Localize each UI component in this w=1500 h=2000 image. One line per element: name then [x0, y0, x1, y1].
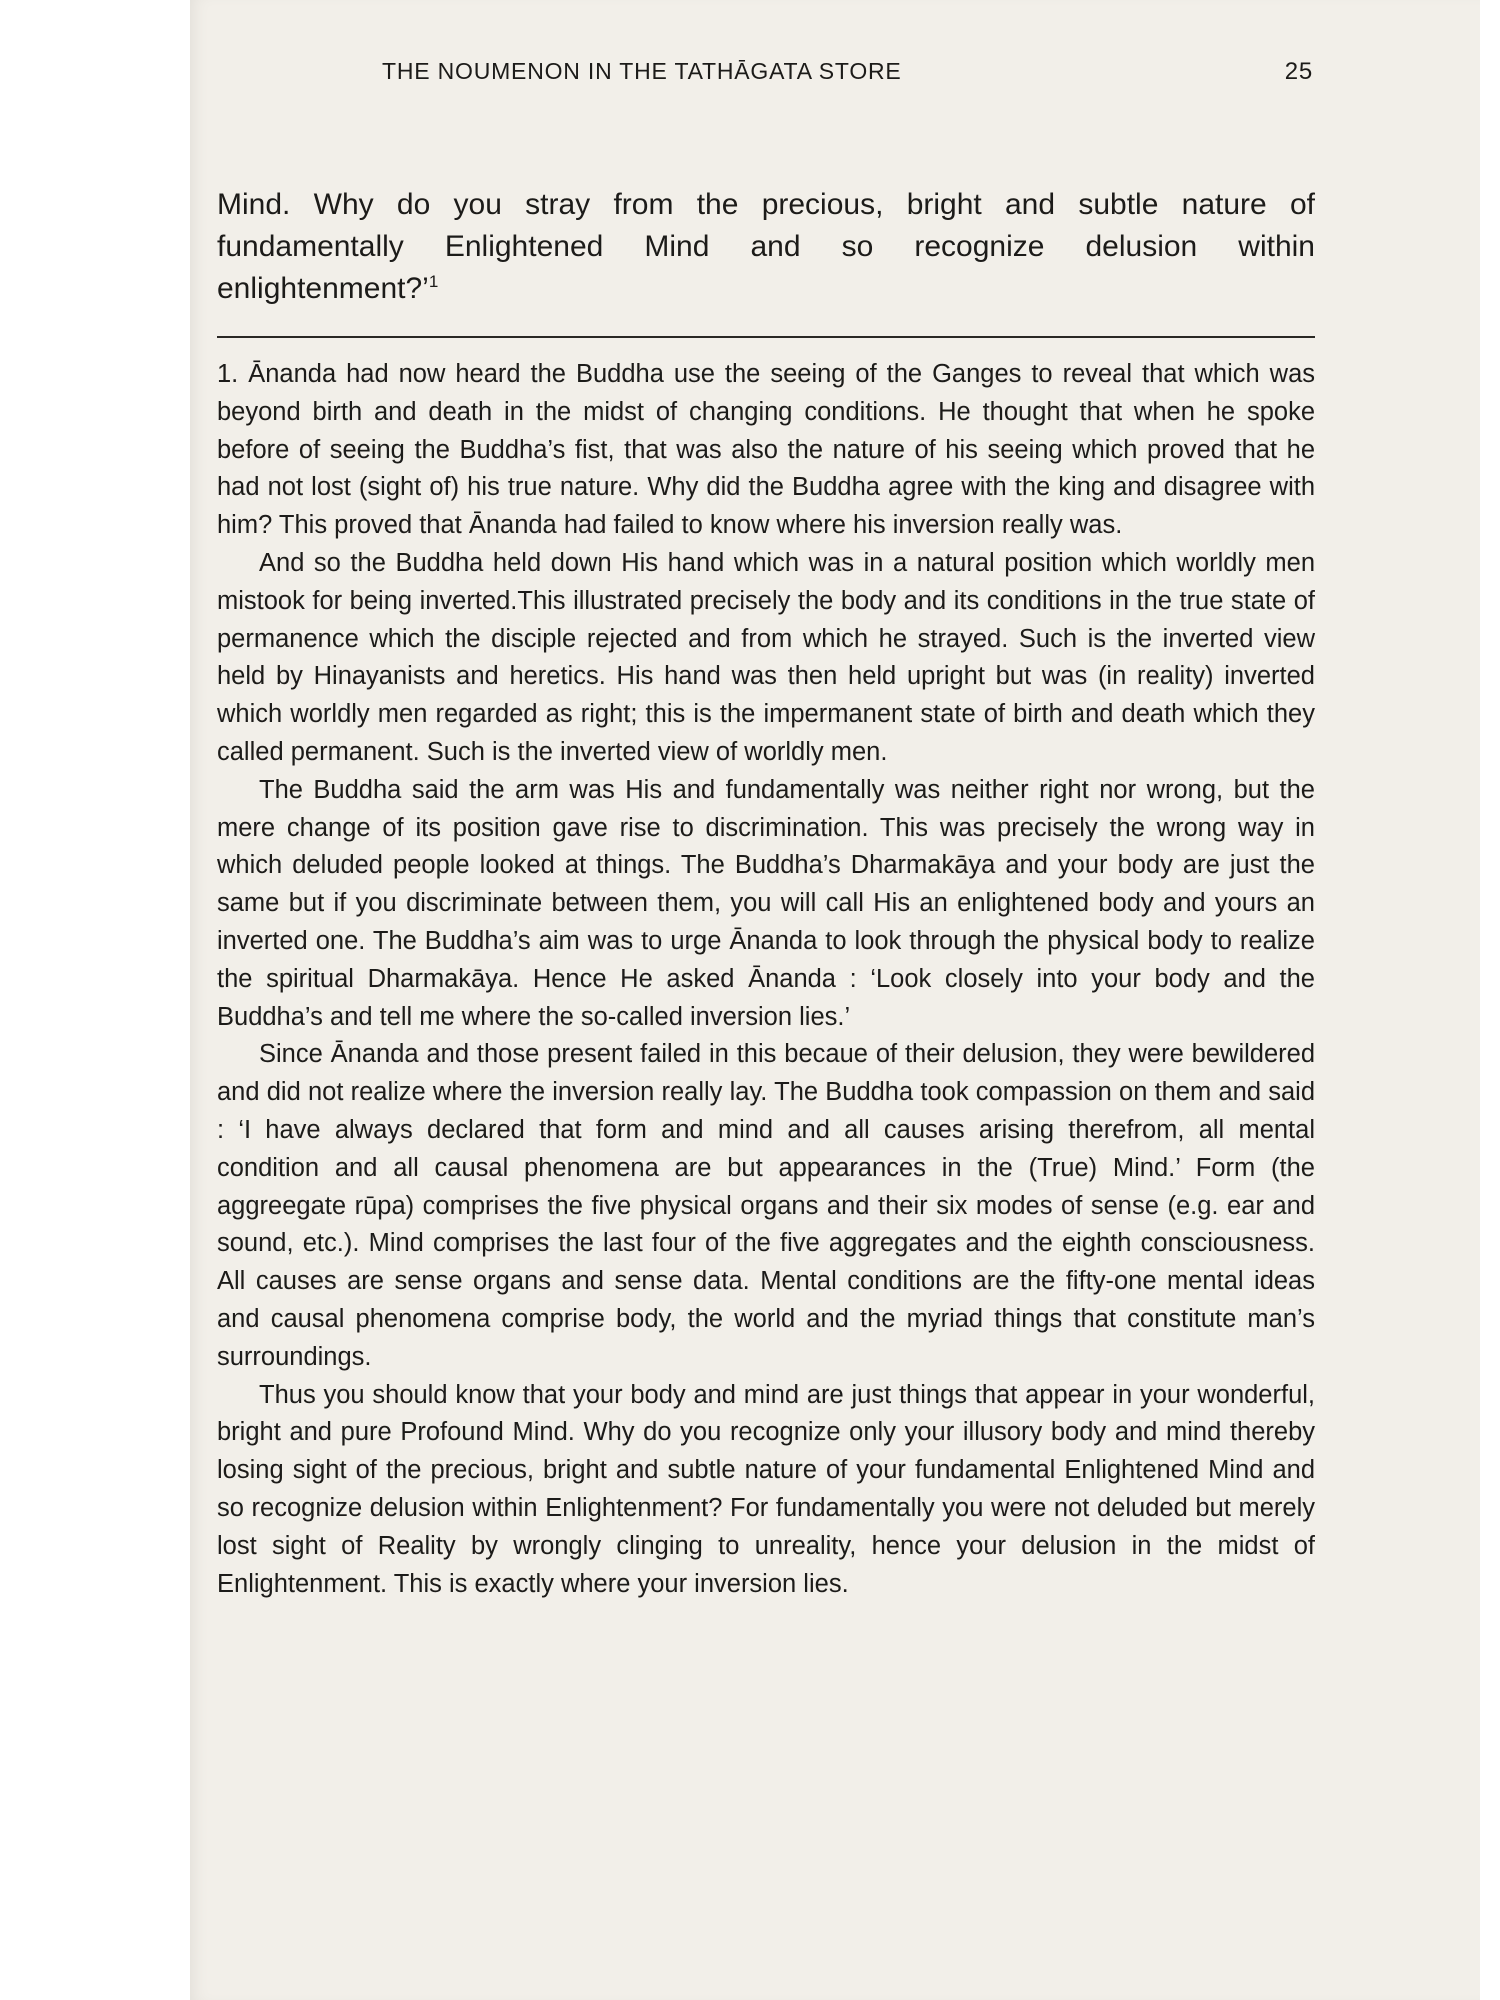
page-content: [217, 50, 1315, 1603]
footnote-paragraph: And so the Buddha held down His hand which was in a natural position which worldly men mistook for being inverted.This illustrated precisely the body and its conditions in the true state of permanence which the disciple rejected and from which he strayed. Such is the inverted view held by Hinayanists and heretics. His hand was then held upright but was (in reality) inverted which worldly men regarded as right; this is the impermanent state of birth and death which they called permanent. Such is the inverted view of worldly men.: [217, 548, 1315, 766]
footnote-reference: 1: [428, 272, 439, 291]
footnote-section: [217, 356, 1315, 1603]
running-title: THE NOUMENON IN THE TATHĀGATA STORE: [382, 58, 902, 84]
footnote-paragraph: Since Ānanda and those present failed in this becaue of their delusion, they were bewildered and did not realize where the inversion really lay. The Buddha took compassion on them and said : ‘I have always declared that form and mind and all causes arising therefrom, all mental condition and all causal phenomena are but appearances in the (True) Mind.’ Form (the aggreegate rūpa) comprises the five physical organs and their six modes of sense (e.g. ear and sound, etc.). Mind comprises the last four of the five aggregates and the eighth consciousness. All causes are sense organs and sense data. Mental conditions are the fifty-one mental ideas and causal phenomena comprise body, the world and the myriad things that constitute man’s surroundings.: [217, 1040, 1315, 1371]
footnote-paragraph: 1. Ānanda had now heard the Buddha use the seeing of the Ganges to reveal that which was beyond birth and death in the midst of changing conditions. He thought that when he spoke before of seeing the Buddha’s fist, that was also the nature of his seeing which proved that he had not lost (sight of) his true nature. Why did the Buddha agree with the king and disagree with him? This proved that Ānanda had failed to know where his inversion really was.: [217, 360, 1315, 540]
footnote-paragraph: The Buddha said the arm was His and fundamentally was neither right nor wrong, but the mere change of its position gave rise to discrimination. This was precisely the wrong way in which deluded people looked at things. The Buddha’s Dharmakāya and your body are just the same but if you discriminate between them, you will call His an enlightened body and yours an inverted one. The Buddha’s aim was to urge Ānanda to look through the physical body to realize the spiritual Dharmakāya. Hence He asked Ānanda : ‘Look closely into your body and the Buddha’s and tell me where the so-called inversion lies.’: [217, 775, 1315, 1031]
running-header: [217, 50, 1315, 92]
main-text: [217, 184, 1315, 310]
page-number: 25: [1284, 58, 1313, 85]
main-paragraph: [217, 184, 1315, 310]
footnote-separator: [217, 336, 1315, 338]
footnote-paragraph: Thus you should know that your body and mind are just things that appear in your wonderful, bright and pure Profound Mind. Why do you recognize only your illusory body and mind thereby losing sight of the precious, bright and subtle nature of your fundamental Enlightened Mind and so recognize delusion within Enlightenment? For fundamentally you were not deluded but merely lost sight of Reality by wrongly clinging to unreality, hence your delusion in the midst of Enlightenment. This is exactly where your inversion lies.: [217, 1380, 1315, 1598]
main-paragraph-text: Mind. Why do you stray from the precious, bright and subtle nature of fundamentally Enlightened Mind and so recognize delusion within enlightenment?’: [217, 188, 1315, 305]
